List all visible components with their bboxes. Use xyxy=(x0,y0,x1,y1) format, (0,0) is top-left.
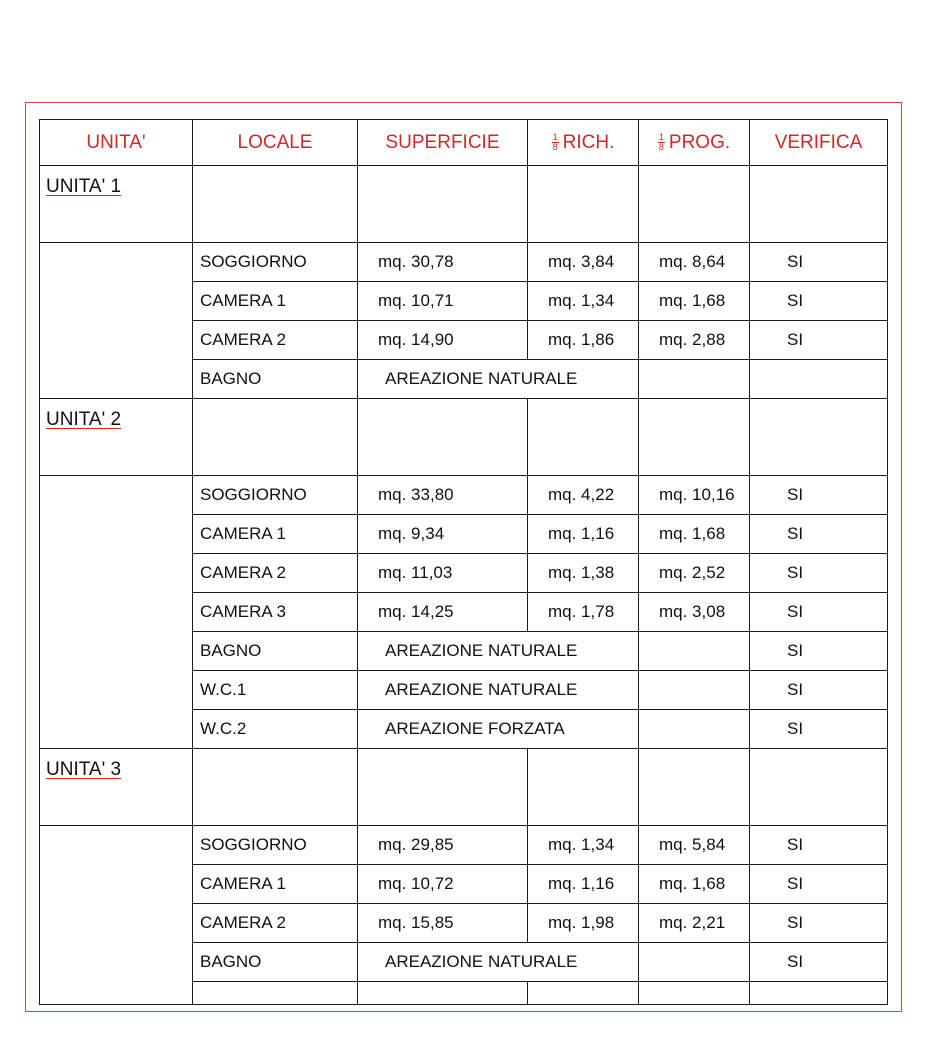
required-value: mq. 1,16 xyxy=(528,515,639,554)
unit-header-row xyxy=(40,166,888,243)
table-row xyxy=(40,243,888,282)
header-row xyxy=(40,120,888,166)
room-name: BAGNO xyxy=(193,632,358,671)
unit-label-cell xyxy=(40,749,193,826)
empty-cell xyxy=(639,710,750,749)
room-name: SOGGIORNO xyxy=(193,476,358,515)
room-name: CAMERA 2 xyxy=(193,904,358,943)
room-name: CAMERA 2 xyxy=(193,321,358,360)
empty-cell xyxy=(750,399,888,476)
verifica-value: SI xyxy=(750,321,888,360)
surface-value: mq. 15,85 xyxy=(358,904,528,943)
surface-value: mq. 29,85 xyxy=(358,826,528,865)
ventilation-note: AREAZIONE FORZATA xyxy=(358,710,639,749)
required-value: mq. 1,34 xyxy=(528,282,639,321)
room-name: CAMERA 3 xyxy=(193,593,358,632)
verification-table xyxy=(39,119,888,1005)
verifica-value: SI xyxy=(750,593,888,632)
header-rich: $\frac{1}{8}$ RICH. xyxy=(528,120,639,166)
empty-cell xyxy=(639,749,750,826)
fraction-one-eighth: $\frac{1}{8}$ xyxy=(552,131,558,152)
surface-value: mq. 9,34 xyxy=(358,515,528,554)
required-value: mq. 1,38 xyxy=(528,554,639,593)
empty-cell xyxy=(358,166,528,243)
empty-cell xyxy=(639,399,750,476)
room-name: CAMERA 2 xyxy=(193,554,358,593)
surface-value: mq. 33,80 xyxy=(358,476,528,515)
empty-cell xyxy=(193,749,358,826)
ventilation-note: AREAZIONE NATURALE xyxy=(358,671,639,710)
verifica-value: SI xyxy=(750,632,888,671)
empty-cell xyxy=(193,399,358,476)
room-name: BAGNO xyxy=(193,943,358,982)
room-name: CAMERA 1 xyxy=(193,865,358,904)
empty-cell xyxy=(358,982,528,1005)
empty-cell xyxy=(639,360,750,399)
surface-value: mq. 14,25 xyxy=(358,593,528,632)
unit-header-row xyxy=(40,749,888,826)
verifica-value: SI xyxy=(750,904,888,943)
verifica-value: SI xyxy=(750,710,888,749)
empty-cell xyxy=(528,982,639,1005)
surface-value: mq. 10,71 xyxy=(358,282,528,321)
unit-spacer-cell xyxy=(40,476,193,749)
empty-cell xyxy=(750,166,888,243)
unit-label: UNITA' 3 xyxy=(46,759,122,780)
project-value: mq. 8,64 xyxy=(639,243,750,282)
verifica-value: SI xyxy=(750,515,888,554)
ventilation-note: AREAZIONE NATURALE xyxy=(358,360,639,399)
room-name: W.C.2 xyxy=(193,710,358,749)
project-value: mq. 1,68 xyxy=(639,865,750,904)
project-value: mq. 2,21 xyxy=(639,904,750,943)
empty-cell xyxy=(750,749,888,826)
required-value: mq. 3,84 xyxy=(528,243,639,282)
project-value: mq. 5,84 xyxy=(639,826,750,865)
surface-value: mq. 30,78 xyxy=(358,243,528,282)
room-name: SOGGIORNO xyxy=(193,826,358,865)
unit-header-row xyxy=(40,399,888,476)
verifica-value: SI xyxy=(750,476,888,515)
surface-value: mq. 10,72 xyxy=(358,865,528,904)
required-value: mq. 1,86 xyxy=(528,321,639,360)
unit-label: UNITA' 1 xyxy=(46,176,122,197)
required-value: mq. 1,98 xyxy=(528,904,639,943)
required-value: mq. 1,34 xyxy=(528,826,639,865)
empty-cell xyxy=(528,399,639,476)
empty-cell xyxy=(193,982,358,1005)
empty-cell xyxy=(639,166,750,243)
empty-cell xyxy=(528,166,639,243)
verifica-value: SI xyxy=(750,826,888,865)
table-row xyxy=(40,476,888,515)
surface-value: mq. 14,90 xyxy=(358,321,528,360)
room-name: BAGNO xyxy=(193,360,358,399)
project-value: mq. 2,88 xyxy=(639,321,750,360)
empty-cell xyxy=(528,749,639,826)
header-verifica: VERIFICA xyxy=(750,120,888,166)
verifica-value xyxy=(750,360,888,399)
project-value: mq. 1,68 xyxy=(639,282,750,321)
required-value: mq. 4,22 xyxy=(528,476,639,515)
room-name: CAMERA 1 xyxy=(193,282,358,321)
empty-cell xyxy=(750,982,888,1005)
unit-label-cell xyxy=(40,166,193,243)
header-unita: UNITA' xyxy=(40,120,193,166)
header-superficie: SUPERFICIE xyxy=(358,120,528,166)
unit-label-cell xyxy=(40,399,193,476)
verifica-value: SI xyxy=(750,243,888,282)
table-row xyxy=(40,826,888,865)
surface-value: mq. 11,03 xyxy=(358,554,528,593)
unit-spacer-cell xyxy=(40,826,193,1005)
room-name: SOGGIORNO xyxy=(193,243,358,282)
verifica-value: SI xyxy=(750,554,888,593)
unit-label: UNITA' 2 xyxy=(46,409,122,430)
empty-cell xyxy=(639,943,750,982)
project-value: mq. 10,16 xyxy=(639,476,750,515)
empty-cell xyxy=(193,166,358,243)
room-name: CAMERA 1 xyxy=(193,515,358,554)
room-name: W.C.1 xyxy=(193,671,358,710)
ventilation-note: AREAZIONE NATURALE xyxy=(358,632,639,671)
project-value: mq. 3,08 xyxy=(639,593,750,632)
verifica-value: SI xyxy=(750,943,888,982)
verifica-value: SI xyxy=(750,865,888,904)
header-prog: $\frac{1}{8}$ PROG. xyxy=(639,120,750,166)
empty-cell xyxy=(358,399,528,476)
verifica-value: SI xyxy=(750,671,888,710)
required-value: mq. 1,78 xyxy=(528,593,639,632)
empty-cell xyxy=(639,982,750,1005)
ventilation-note: AREAZIONE NATURALE xyxy=(358,943,639,982)
fraction-one-eighth: $\frac{1}{8}$ xyxy=(658,131,664,152)
empty-cell xyxy=(358,749,528,826)
project-value: mq. 1,68 xyxy=(639,515,750,554)
empty-cell xyxy=(639,632,750,671)
empty-cell xyxy=(639,671,750,710)
project-value: mq. 2,52 xyxy=(639,554,750,593)
header-locale: LOCALE xyxy=(193,120,358,166)
required-value: mq. 1,16 xyxy=(528,865,639,904)
verifica-value: SI xyxy=(750,282,888,321)
unit-spacer-cell xyxy=(40,243,193,399)
